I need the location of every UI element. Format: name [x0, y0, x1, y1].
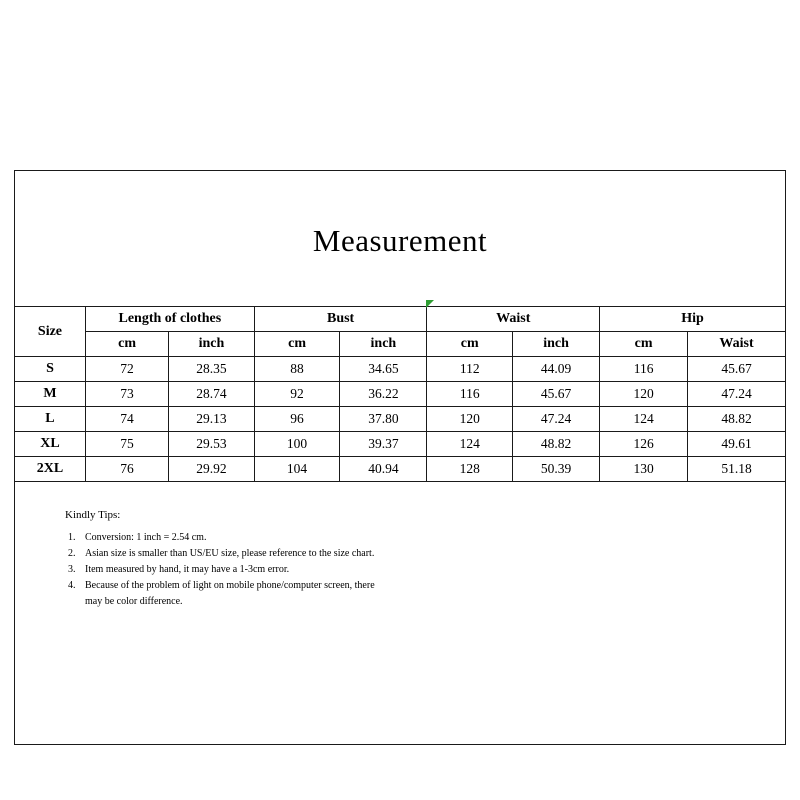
- unit-header-bust-inch: inch: [340, 332, 427, 357]
- tip-number: 2.: [68, 548, 76, 559]
- tip-item: [65, 562, 375, 578]
- group-header-waist: Waist: [427, 307, 600, 332]
- unit-header-length-inch: inch: [169, 332, 255, 357]
- table-row: [15, 457, 786, 482]
- unit-header-row: [15, 332, 786, 357]
- tip-text: Because of the problem of light on mobile phone/computer screen, there may be color difference.: [85, 580, 375, 607]
- cell: 47.24: [688, 382, 786, 407]
- cell: 124: [600, 407, 688, 432]
- cell: 120: [427, 407, 513, 432]
- cell: 44.09: [513, 357, 600, 382]
- cell: 116: [427, 382, 513, 407]
- measurement-sheet: [14, 170, 786, 745]
- unit-header-length-cm: cm: [85, 332, 168, 357]
- table-row: [15, 407, 786, 432]
- cell: 100: [254, 432, 340, 457]
- cell: 40.94: [340, 457, 427, 482]
- row-size-label: L: [15, 407, 86, 432]
- cell: 124: [427, 432, 513, 457]
- tip-item: [65, 530, 375, 546]
- size-table: [14, 306, 786, 482]
- cell: 48.82: [688, 407, 786, 432]
- tips-heading: Kindly Tips:: [65, 509, 121, 521]
- cell: 126: [600, 432, 688, 457]
- cell: 72: [85, 357, 168, 382]
- tips-list: [65, 530, 375, 610]
- tip-number: 4.: [68, 580, 76, 591]
- cell: 51.18: [688, 457, 786, 482]
- cell: 34.65: [340, 357, 427, 382]
- cell: 39.37: [340, 432, 427, 457]
- unit-header-bust-cm: cm: [254, 332, 340, 357]
- cell: 50.39: [513, 457, 600, 482]
- cell: 48.82: [513, 432, 600, 457]
- cell: 104: [254, 457, 340, 482]
- group-header-bust: Bust: [254, 307, 427, 332]
- cell: 37.80: [340, 407, 427, 432]
- cell: 74: [85, 407, 168, 432]
- row-size-label: M: [15, 382, 86, 407]
- group-header-length: Length of clothes: [85, 307, 254, 332]
- cell: 116: [600, 357, 688, 382]
- tip-item: [65, 546, 375, 562]
- cell: 73: [85, 382, 168, 407]
- cell: 29.53: [169, 432, 255, 457]
- cell: 29.92: [169, 457, 255, 482]
- cell: 112: [427, 357, 513, 382]
- col-header-size: Size: [15, 307, 86, 357]
- cell: 28.35: [169, 357, 255, 382]
- row-size-label: S: [15, 357, 86, 382]
- group-header-hip: Hip: [600, 307, 786, 332]
- cell: 130: [600, 457, 688, 482]
- cell: 75: [85, 432, 168, 457]
- cell: 92: [254, 382, 340, 407]
- kindly-tips-section: [65, 509, 375, 610]
- cell: 45.67: [513, 382, 600, 407]
- cell: 49.61: [688, 432, 786, 457]
- unit-header-hip-waist: Waist: [688, 332, 786, 357]
- cell: 47.24: [513, 407, 600, 432]
- tip-text: Item measured by hand, it may have a 1-3cm error.: [85, 564, 290, 575]
- cell: 28.74: [169, 382, 255, 407]
- unit-header-waist-inch: inch: [513, 332, 600, 357]
- cell: 36.22: [340, 382, 427, 407]
- tip-text: Conversion: 1 inch = 2.54 cm.: [85, 532, 207, 543]
- cell: 88: [254, 357, 340, 382]
- cell: 29.13: [169, 407, 255, 432]
- page-title: Measurement: [312, 223, 488, 258]
- tip-number: 3.: [68, 564, 76, 575]
- tip-text: Asian size is smaller than US/EU size, please reference to the size chart.: [85, 548, 375, 559]
- table-row: [15, 357, 786, 382]
- cell: 128: [427, 457, 513, 482]
- cell: 96: [254, 407, 340, 432]
- table-row: [15, 432, 786, 457]
- unit-header-waist-cm: cm: [427, 332, 513, 357]
- cell: 120: [600, 382, 688, 407]
- cell: 45.67: [688, 357, 786, 382]
- row-size-label: 2XL: [15, 457, 86, 482]
- tip-item: [65, 578, 375, 610]
- cell: 76: [85, 457, 168, 482]
- unit-header-hip-cm: cm: [600, 332, 688, 357]
- tip-number: 1.: [68, 532, 76, 543]
- group-header-row: [15, 307, 786, 332]
- row-size-label: XL: [15, 432, 86, 457]
- table-row: [15, 382, 786, 407]
